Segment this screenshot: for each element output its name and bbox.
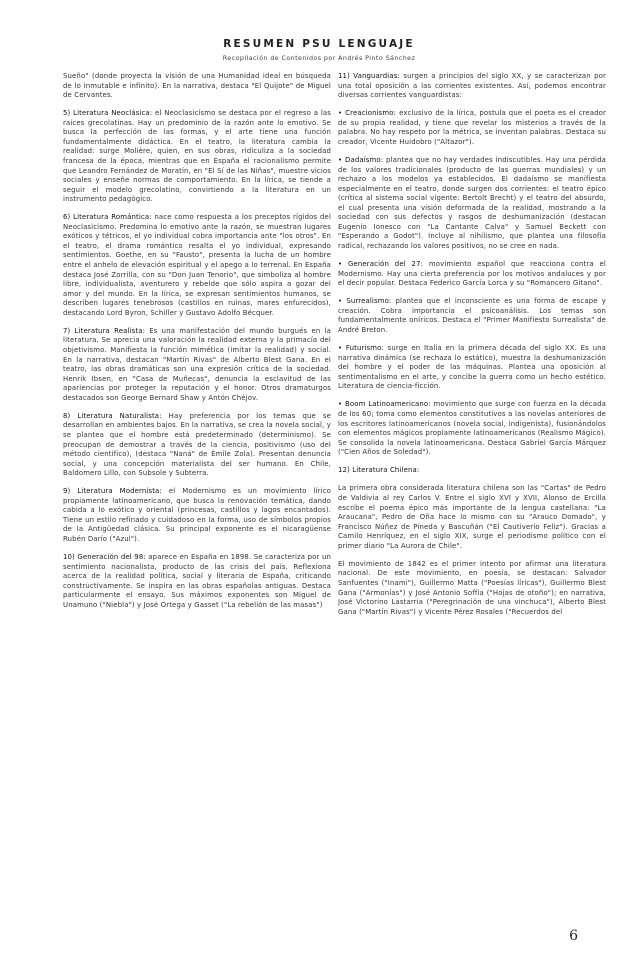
paragraph: 8) Literatura Naturalista: Hay preferencia por los temas que se desarrollan en ambientes bajos. En la narrativa, se crea la novela social, y se plantea que el hombre está predeterminado (determinismo). Se preocupan de demostrar a través de la ciencia, positivismo (uso del método científico), (destaca "Naná" de Émile Zola). Presentan denuncia social, y una concepción materialista del ser humano. En Chile, Baldomero Lillo, con Subsole y Subterra. — [63, 411, 331, 478]
section-heading: 5) Literatura Neoclásica: — [63, 109, 153, 118]
section-heading: • Boom Latinoamericano: — [338, 400, 431, 409]
section-heading: • Generación del 27: — [338, 260, 424, 269]
paragraph: 9) Literatura Modernista: el Modernismo es un movimiento lírico propiamente latinoamericano, que busca la renovación temática, dando cabida a lo exótico y oriental (princesas, castillos y lagos encantados). Tiene un estilo refinado y cuidadoso en la forma, uso de símbolos propios de la Antigüedad clásica. Su principal exponente es el nicaragüense Rubén Darío ("Azul"). — [63, 487, 331, 544]
paragraph: La primera obra considerada literatura chilena son las "Cartas" de Pedro de Valdivia al rey Carlos V. Entre el siglo XVI y XVII, Alonso de Ercilla escribe el poema épico más importante de la lengua castellana: "La Araucana", Pedro de Oña hace lo mismo con su "Arauco Domado", y Francisco Núñez de Pineda y Bascuñán ("El Cautiverio Feliz"). Gracias a Camilo Henríquez, en el siglo XIX, surge el periodismo político con el primer diario "La Aurora de Chile". — [338, 484, 606, 550]
right-column — [338, 72, 606, 932]
paragraph: • Boom Latinoamericano: movimiento que surge con fuerza en la década de los 60; toma como elementos constitutivos a las novelas anteriores de los escritores latinoamericanos (novela social, indigenista), fusionándolos con elementos mágicos propiamente latinoamericanos (Realismo Mágico). Se consolida la novela latinoamericana. Destaca Gabriel García Márquez ("Cien Años de Soledad"). — [338, 400, 606, 457]
paragraph — [338, 466, 606, 476]
left-column — [63, 72, 331, 932]
paragraph: 5) Literatura Neoclásica: el Neoclasicismo se destaca por el regreso a las raíces grecolatinas. Hay un predominio de la razón ante lo emotivo. Se busca la perfección de las formas, y el arte tiene una función fundamentalmente didáctica. En el teatro, la literatura cambia la realidad: surge Molière, quien, en sus obras, ridiculiza a la sociedad francesa de la época, mientras que en España el racionalismo permite que Leandro Fernández de Moratín, en "El Sí de las Niñas", muestre vicios sociales y enseñe normas de comportamiento. En la lírica, se tiende a seguir el modelo grecolatino, convirtiendo a la literatura en un instrumento pedagógico. — [63, 109, 331, 204]
paragraph: • Surrealismo: plantea que el inconsciente es una forma de escape y creación. Cobra importancia el psicoanálisis. Los temas son fundamentalmente oníricos. Destaca el "Primer Manifiesto Surrealista" de André Breton. — [338, 297, 606, 334]
paragraph: Sueño" (donde proyecta la visión de una Humanidad ideal en búsqueda de lo inmutable e infinito). En la narrativa, destaca "El Quijote" de Miguel de Cervantes. — [63, 72, 331, 100]
section-heading: 12) Literatura Chilena: — [338, 466, 420, 475]
paragraph: • Generación del 27: movimiento español que reacciona contra el Modernismo. Hay una cierta preferencia por los motivos andaluces y por el decir popular. Destaca Federico García Lorca y su "Romancero Gitano". — [338, 260, 606, 288]
section-heading: 10) Generación del 98: — [63, 553, 146, 562]
paragraph: • Creacionismo: exclusivo de la lírica, postula que el poeta es el creador de su propia realidad, y tiene que revelar los misterios a través de la palabra. No hay respeto por la métrica, se inventan palabras. Destaca su creador, Vicente Huidobro ("Altazor"). — [338, 109, 606, 146]
section-heading: • Futurismo: — [338, 344, 384, 353]
section-heading: 11) Vanguardias: — [338, 72, 400, 80]
page-number: 6 — [569, 928, 578, 944]
section-heading: • Dadaísmo: — [338, 156, 384, 165]
paragraph: 6) Literatura Romántica: nace como respuesta a los preceptos rígidos del Neoclasicismo. Predomina lo emotivo ante la razón, se muestran lugares exóticos y tétricos, el yo individual cobra importancia ante "los otros". En el teatro, el drama romántico resalta el yo individual, expresando sentimientos. Goethe, en su "Fausto", presenta la lucha de un hombre entre el anhelo de elevación espiritual y el apego a lo terrenal. En España destaca José Zorrilla, con su "Don Juan Tenorio", que simboliza al hombre libre, individualista, aventurero y rebelde que sólo aspira a gozar del amor y del mundo. En la lírica, se expresan sentimientos humanos, se describen lugares tenebrosos (castillos en ruinas, mares enfurecidos), destacando Lord Byron, Schiller y Gustavo Adolfo Bécquer. — [63, 213, 331, 317]
paragraph: • Dadaísmo: plantea que no hay verdades indiscutibles. Hay una pérdida de los valores tradicionales (producto de las guerras mundiales) y un rechazo a los modelos ya establecidos. El dadaísmo se manifiesta especialmente en el teatro, donde surgen dos corrientes: el teatro épico (crítica al sistema social vigente: Bertolt Brecht) y el teatro del absurdo, el cual presenta una visión deformada de la realidad, mostrando a la sociedad con sus defectos y rasgos de deshumanización (destacan Eugenio Ionesco con "La Cantante Calva" y Samuel Beckett con "Esperando a Godot"). Incluye al nihilismo, que plantea una filosofía radical, rechazando los valores positivos, no se cree en nada. — [338, 156, 606, 250]
section-heading: • Surrealismo: — [338, 297, 392, 306]
section-heading: 8) Literatura Naturalista: — [63, 411, 162, 420]
section-heading: • Creacionismo: — [338, 109, 397, 118]
paragraph: 11) Vanguardias: surgen a principios del siglo XX, y se caracterizan por una total oposición a las corrientes existentes. Así, podemos encontrar diversas corrientes vanguardistas: — [338, 72, 606, 100]
section-heading: 7) Literatura Realista: — [63, 326, 146, 335]
section-heading: 9) Literatura Modernista: — [63, 487, 162, 496]
paragraph: 10) Generación del 98: aparece en España en 1898. Se caracteriza por un sentimiento nacionalista, producto de las crisis del país. Reflexiona acerca de la realidad política, social y literaria de España, criticando constructivamente. Se inspira en las obras españolas antiguas. Destaca particularmente el ensayo. Sus máximos exponentes son Miguel de Unamuno ("Niebla") y José Ortega y Gasset ("La rebelión de las masas") — [63, 553, 331, 609]
page-title: RESUMEN PSU LENGUAJE — [223, 38, 415, 50]
section-heading: 6) Literatura Romántica: — [63, 213, 152, 222]
page-subtitle: Recopilación de Contenidos por Andrés Pinto Sánchez — [222, 54, 416, 62]
paragraph: El movimiento de 1842 es el primer intento por afirmar una literatura nacional. De este movimiento, en poesía, se destacan: Salvador Sanfuentes ("Inami"), Guillermo Matta ("Poesías líricas"), Guillermo Blest Gana ("Armonías") y José Antonio Soffia ("Hojas de otoño"); en narrativa, José Victorino Lastarria ("Peregrinación de una vinchuca"), Alberto Blest Gana ("Martín Rivas") y Vicente Pérez Rosales ("Recuerdos del — [338, 559, 606, 616]
paragraph: • Futurismo: surge en Italia en la primera década del siglo XX. Es una narrativa dinámica (se rechaza lo estático), muestra la deshumanización del hombre y el poder de las máquinas. Plantea una oposición al sentimentalismo en el arte, y concibe la guerra como un hecho estético. Literatura de ciencia-ficción. — [338, 344, 606, 391]
paragraph: 7) Literatura Realista: Es una manifestación del mundo burgués en la literatura. Se aprecia una valoración la realidad externa y la primacía del objetivismo. Manifiesta la función mimética (imitar la realidad) y social. En la narrativa, destacan "Martín Rivas" de Alberto Blest Gana. En el teatro, las obras dramáticas son una expresión crítica de la sociedad. Henrik Ibsen, en "Casa de Muñecas", denuncia la esclavitud de las apariencias por proteger la reputación y el honor. Otros dramaturgos destacados son George Bernard Shaw y Antón Chéjov. — [63, 326, 331, 402]
